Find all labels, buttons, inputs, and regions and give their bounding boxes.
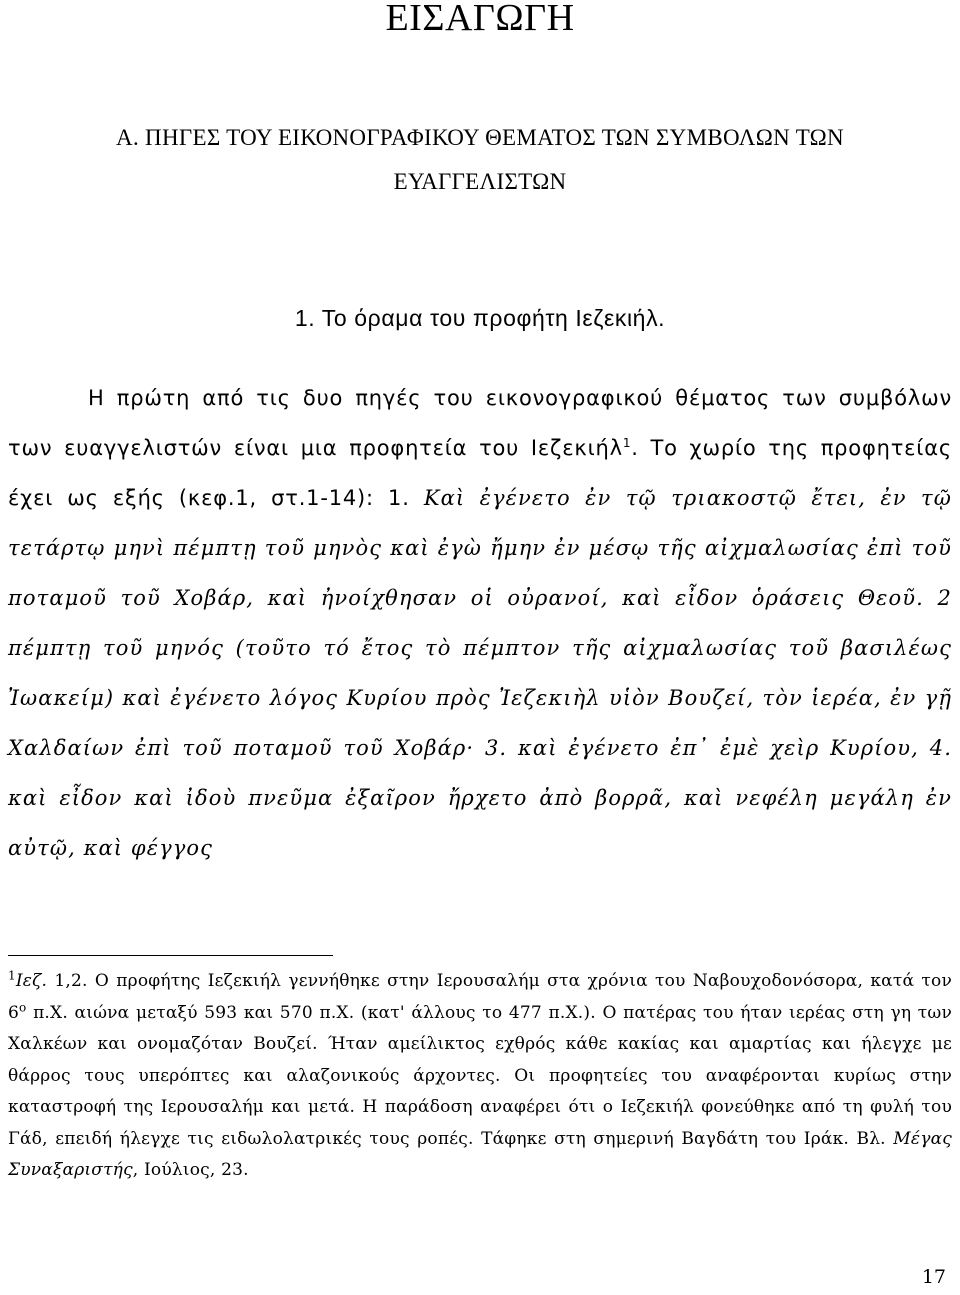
footnote-text: 1,2. Ο προφήτης Ιεζεκιήλ γεννήθηκε στην Ιερουσαλήμ στα χρόνια του Ναβουχοδονόσορα, κατά τον 6 xyxy=(8,971,952,1023)
footnote-reference[interactable]: 1 xyxy=(622,436,632,450)
footnote-source-title: Μέγας Συναξαριστής xyxy=(8,1128,952,1180)
footnote-divider xyxy=(8,955,333,956)
page-number: 17 xyxy=(921,1266,946,1288)
footnote-source-rest: , Ιούλιος, 23. xyxy=(132,1160,249,1180)
footnote-text-continued: π.Χ. αιώνα μεταξύ 593 και 570 π.Χ. (κατ' άλλους το 477 π.Χ.). Ο πατέρας του ήταν ιερέας στη γη των Χαλκέων και ονομαζόταν Βουζεί. Ήταν αμείλικτος εχθρός κάθε κακίας και αμαρτίας και ήλεγχε με θάρρος τους υπερόπτες και αλαζονικούς άρχοντες. Οι προφητείες του αναφέρονται κυρίως στην καταστροφή της Ιερουσαλήμ και μετά. Η παράδοση αναφέρει ότι ο Ιεζεκιήλ φονεύθηκε από τη φυλή του Γάδ, επειδή ήλεγχε τις ειδωλολατρικές τους ροπές. Τάφηκε στη σημερινή Βαγδάτη του Ιράκ. Βλ. xyxy=(8,1002,952,1149)
footnote xyxy=(8,966,952,1187)
subsection-heading: 1. Το όραμα του προφήτη Ιεζεκιήλ. xyxy=(294,305,666,331)
paragraph-intro-continued: . Το χωρίο της προφητείας έχει ως εξής (κεφ.1, στ.1-14): 1. xyxy=(8,436,952,510)
page-title: ΕΙΣΑΓΩΓΗ xyxy=(385,0,575,39)
footnote-citation: Ιεζ. xyxy=(15,971,48,991)
footnote-ordinal: ο xyxy=(19,999,27,1014)
paragraph-intro: Η πρώτη από τις δυο πηγές του εικονογραφικού θέματος των συμβόλων των ευαγγελιστών είναι μια προφητεία του Ιεζεκιήλ xyxy=(8,386,952,460)
section-heading: Α. ΠΗΓΕΣ ΤΟΥ ΕΙΚΟΝΟΓΡΑΦΙΚΟΥ ΘΕΜΑΤΟΣ ΤΩΝ ΣΥΜΒΟΛΩΝ ΤΩΝ ΕΥΑΓΓΕΛΙΣΤΩΝ xyxy=(116,125,844,194)
scripture-quote: Καὶ ἐγένετο ἐν τῷ τριακοστῷ ἔτει, ἐν τῷ τετάρτῳ μηνὶ πέμπτῃ τοῦ μηνὸς καὶ ἐγὼ ἤμην ἐν μέσῳ τῆς αἰχμαλωσίας ἐπὶ τοῦ ποταμοῦ τοῦ Χοβάρ, καὶ ἠνοίχθησαν οἱ οὐρανοί, καὶ εἶδον ὁράσεις Θεοῦ. 2 πέμπτῃ τοῦ μηνός (τοῦτο τό ἔτος τὸ πέμπτον τῆς αἰχμαλωσίας τοῦ βασιλέως Ἰωακείμ) καὶ ἐγένετο λόγος Κυρίου πρὸς Ἰεζεκιὴλ υἱὸν Βουζεί, τὸν ἱερέα, ἐν γῇ Χαλδαίων ἐπὶ τοῦ ποταμοῦ τοῦ Χοβάρ· 3. καὶ ἐγένετο ἐπ᾽ ἐμὲ χεὶρ Κυρίου, 4. καὶ εἶδον καὶ ἰδοὺ πνεῦμα ἐξαῖρον ἤρχετο ἀπὸ βορρᾶ, καὶ νεφέλη μεγάλη ἐν αὐτῷ, καὶ φέγγος xyxy=(8,486,953,860)
body-paragraph xyxy=(8,373,952,873)
footnote-marker: 1 xyxy=(8,968,16,983)
